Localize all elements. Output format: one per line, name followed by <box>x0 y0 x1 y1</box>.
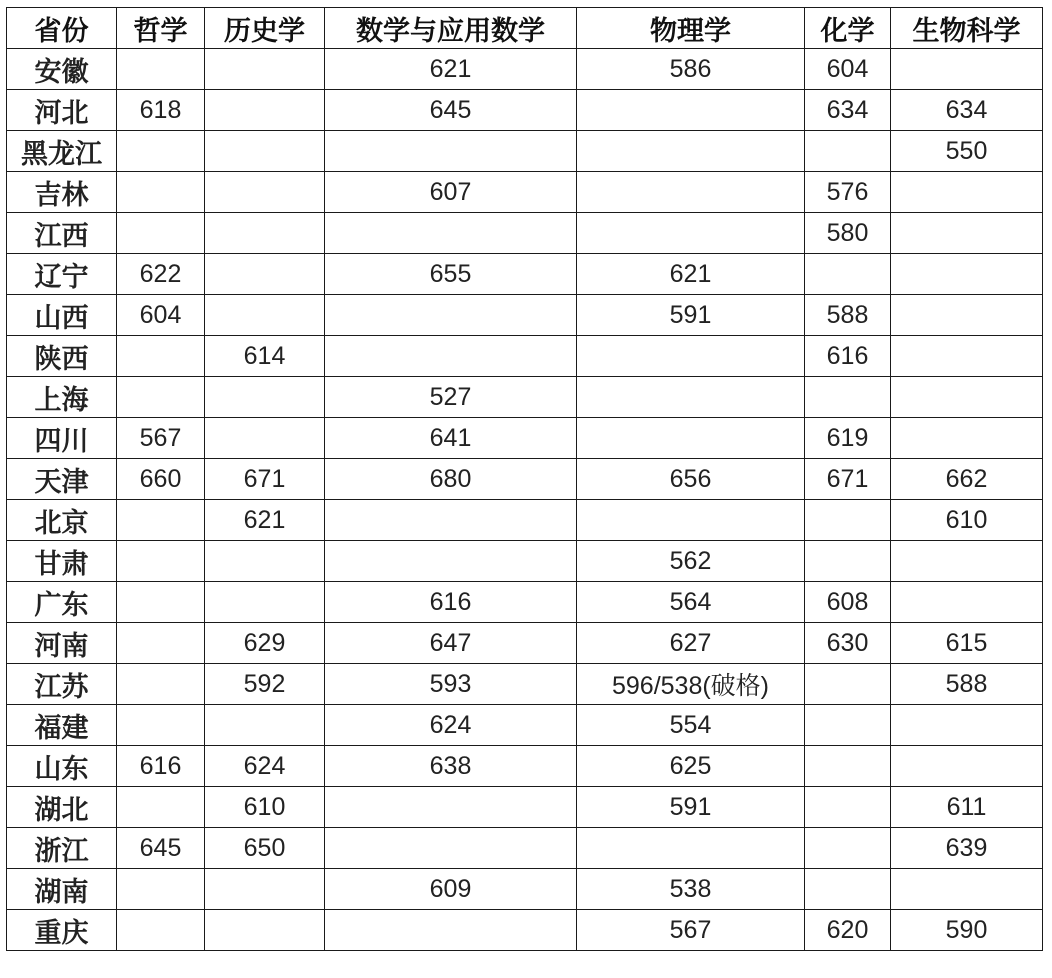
header-cell-mathematics: 数学与应用数学 <box>325 8 577 49</box>
cell-history: 610 <box>205 787 325 828</box>
cell-province: 河南 <box>7 623 117 664</box>
cell-province: 天津 <box>7 459 117 500</box>
cell-province: 陕西 <box>7 336 117 377</box>
cell-history <box>205 213 325 254</box>
cell-mathematics: 624 <box>325 705 577 746</box>
cell-physics: 586 <box>577 49 805 90</box>
cell-physics: 591 <box>577 295 805 336</box>
table-row <box>7 705 1043 746</box>
cell-chemistry: 608 <box>805 582 891 623</box>
cell-chemistry <box>805 131 891 172</box>
cell-philosophy <box>117 500 205 541</box>
cell-philosophy <box>117 336 205 377</box>
cell-chemistry: 630 <box>805 623 891 664</box>
cell-mathematics: 593 <box>325 664 577 705</box>
cell-history <box>205 418 325 459</box>
cell-mathematics: 607 <box>325 172 577 213</box>
cell-province: 浙江 <box>7 828 117 869</box>
cell-biology <box>891 49 1043 90</box>
cell-philosophy: 622 <box>117 254 205 295</box>
cell-biology: 550 <box>891 131 1043 172</box>
table-row <box>7 746 1043 787</box>
cell-philosophy: 645 <box>117 828 205 869</box>
cell-province: 江西 <box>7 213 117 254</box>
cell-province: 重庆 <box>7 910 117 951</box>
cell-biology <box>891 295 1043 336</box>
cell-philosophy <box>117 582 205 623</box>
cell-history <box>205 910 325 951</box>
cell-biology: 639 <box>891 828 1043 869</box>
cell-history: 629 <box>205 623 325 664</box>
cell-biology <box>891 869 1043 910</box>
cell-physics <box>577 500 805 541</box>
cell-chemistry <box>805 500 891 541</box>
cell-physics <box>577 131 805 172</box>
cell-biology <box>891 746 1043 787</box>
cell-philosophy <box>117 541 205 582</box>
cell-province: 湖南 <box>7 869 117 910</box>
cell-chemistry: 576 <box>805 172 891 213</box>
table-row <box>7 213 1043 254</box>
cell-mathematics <box>325 787 577 828</box>
cell-physics <box>577 828 805 869</box>
cell-physics: 567 <box>577 910 805 951</box>
cell-biology <box>891 377 1043 418</box>
header-cell-province: 省份 <box>7 8 117 49</box>
cell-history <box>205 295 325 336</box>
cell-philosophy <box>117 705 205 746</box>
cell-physics: 564 <box>577 582 805 623</box>
cell-history <box>205 90 325 131</box>
table-row <box>7 582 1043 623</box>
cell-philosophy <box>117 664 205 705</box>
cell-province: 江苏 <box>7 664 117 705</box>
cell-chemistry <box>805 254 891 295</box>
cell-biology <box>891 336 1043 377</box>
cell-history <box>205 705 325 746</box>
cell-province: 辽宁 <box>7 254 117 295</box>
cell-mathematics: 680 <box>325 459 577 500</box>
table-row <box>7 336 1043 377</box>
cell-physics <box>577 336 805 377</box>
table-body <box>7 49 1043 951</box>
header-cell-biology: 生物科学 <box>891 8 1043 49</box>
header-cell-chemistry: 化学 <box>805 8 891 49</box>
cell-philosophy <box>117 787 205 828</box>
cell-chemistry <box>805 869 891 910</box>
cell-history <box>205 377 325 418</box>
cell-biology <box>891 254 1043 295</box>
cell-history <box>205 869 325 910</box>
cell-mathematics <box>325 336 577 377</box>
cell-chemistry <box>805 787 891 828</box>
cell-history: 592 <box>205 664 325 705</box>
cell-mathematics <box>325 910 577 951</box>
cell-history: 621 <box>205 500 325 541</box>
cell-history: 614 <box>205 336 325 377</box>
cell-chemistry <box>805 746 891 787</box>
cell-province: 广东 <box>7 582 117 623</box>
cell-mathematics: 655 <box>325 254 577 295</box>
cell-physics: 554 <box>577 705 805 746</box>
cell-physics <box>577 377 805 418</box>
cell-physics: 625 <box>577 746 805 787</box>
cell-mathematics <box>325 828 577 869</box>
cell-province: 山东 <box>7 746 117 787</box>
cell-chemistry: 619 <box>805 418 891 459</box>
cell-physics: 562 <box>577 541 805 582</box>
score-table-container <box>6 7 1043 951</box>
cell-mathematics: 621 <box>325 49 577 90</box>
cell-philosophy <box>117 49 205 90</box>
cell-mathematics: 638 <box>325 746 577 787</box>
cell-philosophy: 604 <box>117 295 205 336</box>
cell-history: 624 <box>205 746 325 787</box>
cell-physics: 621 <box>577 254 805 295</box>
cell-mathematics <box>325 131 577 172</box>
cell-mathematics: 616 <box>325 582 577 623</box>
table-row <box>7 49 1043 90</box>
cell-province: 北京 <box>7 500 117 541</box>
cell-chemistry: 634 <box>805 90 891 131</box>
cell-philosophy <box>117 623 205 664</box>
cell-physics <box>577 418 805 459</box>
table-row <box>7 377 1043 418</box>
cell-philosophy <box>117 213 205 254</box>
table-row <box>7 500 1043 541</box>
cell-mathematics: 527 <box>325 377 577 418</box>
cell-biology: 590 <box>891 910 1043 951</box>
table-row <box>7 541 1043 582</box>
cell-chemistry: 616 <box>805 336 891 377</box>
cell-mathematics: 647 <box>325 623 577 664</box>
cell-philosophy: 567 <box>117 418 205 459</box>
cell-biology <box>891 172 1043 213</box>
cell-chemistry: 671 <box>805 459 891 500</box>
cell-philosophy: 660 <box>117 459 205 500</box>
cell-chemistry: 588 <box>805 295 891 336</box>
cell-biology <box>891 705 1043 746</box>
cell-biology: 662 <box>891 459 1043 500</box>
cell-province: 上海 <box>7 377 117 418</box>
cell-mathematics <box>325 541 577 582</box>
cell-history <box>205 541 325 582</box>
cell-mathematics: 645 <box>325 90 577 131</box>
cell-province: 湖北 <box>7 787 117 828</box>
header-row <box>7 8 1043 49</box>
table-row <box>7 131 1043 172</box>
cell-biology: 610 <box>891 500 1043 541</box>
cell-province: 黑龙江 <box>7 131 117 172</box>
cell-history <box>205 172 325 213</box>
cell-history <box>205 131 325 172</box>
cell-biology: 611 <box>891 787 1043 828</box>
cell-mathematics <box>325 500 577 541</box>
cell-biology <box>891 213 1043 254</box>
cell-philosophy <box>117 910 205 951</box>
cell-province: 福建 <box>7 705 117 746</box>
cell-province: 山西 <box>7 295 117 336</box>
cell-province: 吉林 <box>7 172 117 213</box>
header-cell-physics: 物理学 <box>577 8 805 49</box>
cell-physics <box>577 213 805 254</box>
cell-physics: 656 <box>577 459 805 500</box>
table-row <box>7 910 1043 951</box>
table-row <box>7 172 1043 213</box>
cell-biology: 634 <box>891 90 1043 131</box>
cell-history <box>205 49 325 90</box>
cell-physics: 538 <box>577 869 805 910</box>
score-table <box>6 7 1043 951</box>
cell-history <box>205 254 325 295</box>
cell-physics <box>577 172 805 213</box>
cell-biology <box>891 418 1043 459</box>
table-row <box>7 869 1043 910</box>
cell-physics <box>577 90 805 131</box>
cell-province: 安徽 <box>7 49 117 90</box>
table-row <box>7 828 1043 869</box>
cell-philosophy <box>117 377 205 418</box>
table-row <box>7 664 1043 705</box>
cell-chemistry: 620 <box>805 910 891 951</box>
table-row <box>7 459 1043 500</box>
cell-province: 甘肃 <box>7 541 117 582</box>
cell-chemistry <box>805 377 891 418</box>
cell-history: 650 <box>205 828 325 869</box>
cell-biology: 588 <box>891 664 1043 705</box>
cell-chemistry <box>805 705 891 746</box>
cell-mathematics: 641 <box>325 418 577 459</box>
cell-physics: 596/538(破格) <box>577 664 805 705</box>
cell-philosophy: 618 <box>117 90 205 131</box>
header-cell-history: 历史学 <box>205 8 325 49</box>
cell-biology: 615 <box>891 623 1043 664</box>
cell-mathematics: 609 <box>325 869 577 910</box>
header-cell-philosophy: 哲学 <box>117 8 205 49</box>
cell-chemistry: 604 <box>805 49 891 90</box>
table-row <box>7 787 1043 828</box>
table-row <box>7 295 1043 336</box>
cell-mathematics <box>325 213 577 254</box>
cell-chemistry: 580 <box>805 213 891 254</box>
cell-province: 四川 <box>7 418 117 459</box>
table-row <box>7 254 1043 295</box>
cell-chemistry <box>805 664 891 705</box>
cell-history: 671 <box>205 459 325 500</box>
cell-philosophy <box>117 172 205 213</box>
cell-philosophy: 616 <box>117 746 205 787</box>
cell-chemistry <box>805 828 891 869</box>
table-row <box>7 418 1043 459</box>
cell-physics: 627 <box>577 623 805 664</box>
cell-province: 河北 <box>7 90 117 131</box>
cell-biology <box>891 582 1043 623</box>
table-row <box>7 623 1043 664</box>
cell-chemistry <box>805 541 891 582</box>
cell-philosophy <box>117 869 205 910</box>
cell-physics: 591 <box>577 787 805 828</box>
table-row <box>7 90 1043 131</box>
cell-history <box>205 582 325 623</box>
cell-biology <box>891 541 1043 582</box>
cell-philosophy <box>117 131 205 172</box>
cell-mathematics <box>325 295 577 336</box>
